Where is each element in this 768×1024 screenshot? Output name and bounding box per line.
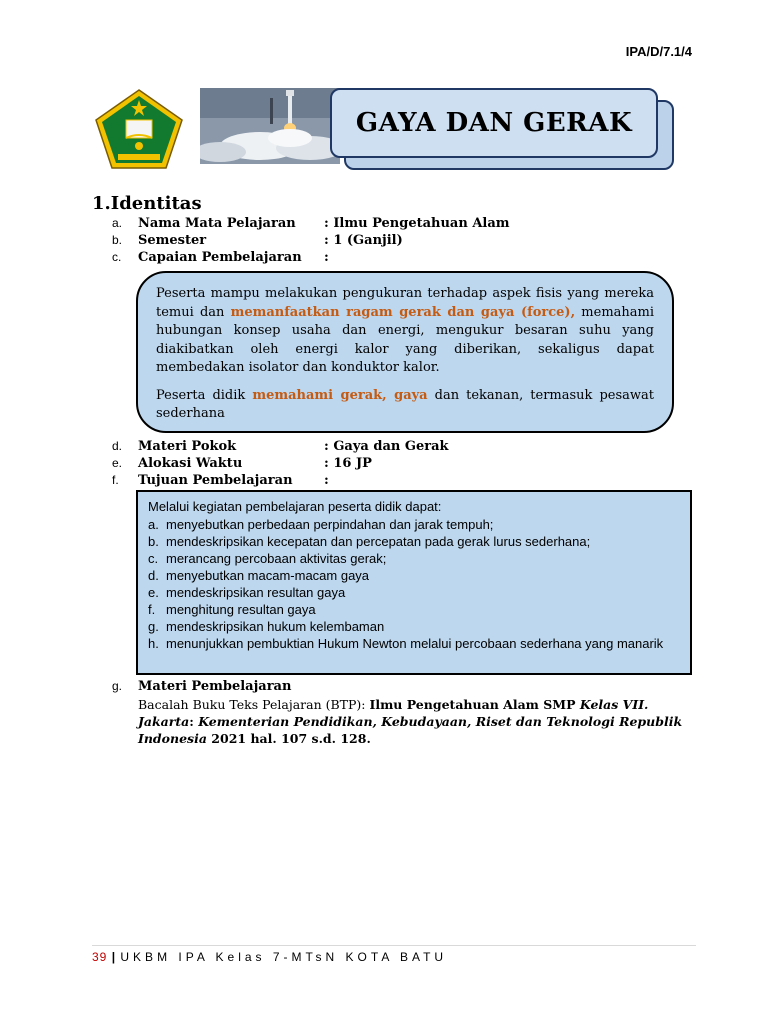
list-text: menunjukkan pembuktian Hukum Newton melalui percobaan sederhana yang manarik — [166, 636, 664, 651]
list-marker: g. — [148, 619, 159, 634]
capaian-paragraph-2 — [156, 387, 654, 424]
list-text: menyebutkan perbedaan perpindahan dan jarak tempuh; — [166, 517, 494, 532]
list-marker: b. — [148, 534, 159, 549]
row-value: : — [324, 250, 329, 265]
reference-bold: Ilmu Pengetahuan Alam SMP — [369, 697, 580, 712]
footer-divider — [92, 945, 696, 946]
list-text: menghitung resultan gaya — [166, 602, 316, 617]
row-key: Alokasi Waktu — [138, 456, 243, 471]
reference-end: 2021 hal. 107 s.d. 128. — [206, 731, 371, 746]
list-marker: e. — [148, 585, 159, 600]
list-item — [148, 550, 680, 567]
identity-row — [112, 438, 449, 455]
row-value: : Gaya dan Gerak — [324, 439, 449, 454]
list-marker: c. — [148, 551, 159, 566]
identity-row — [112, 249, 329, 266]
row-letter: b. — [112, 233, 123, 247]
row-letter: c. — [112, 250, 122, 264]
row-letter: d. — [112, 439, 123, 453]
list-marker: a. — [148, 517, 159, 532]
reference-colon: : — [189, 714, 199, 729]
list-item — [148, 533, 680, 550]
row-value: : 1 (Ganjil) — [324, 233, 403, 248]
tujuan-list — [148, 516, 680, 652]
title-box — [330, 88, 658, 158]
reference-plain: Bacalah Buku Teks Pelajaran (BTP): — [138, 697, 370, 712]
identity-row — [112, 678, 324, 695]
row-key: Materi Pembelajaran — [138, 679, 292, 694]
tujuan-box — [136, 490, 692, 675]
list-marker: h. — [148, 636, 159, 651]
capaian-text: Peserta didik — [156, 387, 253, 403]
footer-separator: | — [107, 950, 121, 964]
list-marker: d. — [148, 568, 159, 583]
tujuan-intro: Melalui kegiatan pembelajaran peserta didik dapat: — [148, 499, 442, 514]
capaian-text: memahami hubungan konsep usaha dan energi, mengukur besaran suhu yang diakibatkan oleh energi kalor yang diberikan, sekaligus dapat membedakan isolator dan konduktor kalor. — [156, 304, 654, 375]
list-item — [148, 516, 680, 533]
row-key: Semester — [138, 233, 207, 248]
capaian-highlight: memanfaatkan ragam gerak dan gaya (force), — [230, 304, 576, 320]
identity-row — [112, 472, 329, 489]
identity-row — [112, 215, 510, 232]
row-key: Capaian Pembelajaran — [138, 250, 302, 265]
list-text: merancang percobaan aktivitas gerak; — [166, 551, 387, 566]
document-code: IPA/D/7.1/4 — [625, 44, 692, 59]
list-item — [148, 635, 680, 652]
kemenag-logo-icon — [94, 88, 184, 170]
reference-text — [138, 696, 698, 747]
row-value: : Ilmu Pengetahuan Alam — [324, 216, 510, 231]
list-text: mendeskripsikan hukum kelembaman — [166, 619, 385, 634]
rocket-launch-photo — [200, 88, 340, 164]
identity-row — [112, 232, 403, 249]
row-letter: g. — [112, 679, 123, 693]
list-marker: f. — [148, 602, 156, 617]
list-text: menyebutkan macam-macam gaya — [166, 568, 370, 583]
identity-row — [112, 455, 372, 472]
list-text: mendeskripsikan kecepatan dan percepatan pada gerak lurus sederhana; — [166, 534, 591, 549]
row-key: Materi Pokok — [138, 439, 237, 454]
list-item — [148, 601, 680, 618]
capaian-paragraph-1 — [156, 285, 654, 378]
list-item — [148, 584, 680, 601]
row-letter: f. — [112, 473, 119, 487]
reference-italic: Kelas VII. Jakarta — [138, 697, 649, 729]
list-item — [148, 567, 680, 584]
list-text: mendeskripsikan resultan gaya — [166, 585, 346, 600]
row-value: : — [324, 473, 329, 488]
section-heading: 1.Identitas — [92, 193, 202, 214]
capaian-text: dan tekanan, termasuk pesawat sederhana — [156, 387, 654, 421]
row-key: Tujuan Pembelajaran — [138, 473, 293, 488]
row-letter: a. — [112, 216, 123, 230]
capaian-box — [136, 271, 674, 433]
page-footer — [92, 950, 447, 964]
row-value: : 16 JP — [324, 456, 372, 471]
page-title: GAYA DAN GERAK — [355, 108, 633, 138]
page-number: 39 — [92, 950, 108, 964]
capaian-highlight: memahami gerak, gaya — [252, 387, 428, 403]
row-letter: e. — [112, 456, 123, 470]
footer-text: UKBM IPA Kelas 7-MTsN KOTA BATU — [120, 950, 448, 964]
capaian-text: Peserta mampu melakukan pengukuran terhadap aspek fisis yang mereka temui dan — [156, 286, 654, 320]
row-key: Nama Mata Pelajaran — [138, 216, 296, 231]
reference-publisher: Kementerian Pendidikan, Kebudayaan, Riset dan Teknologi Republik Indonesia — [138, 714, 683, 746]
list-item — [148, 618, 680, 635]
